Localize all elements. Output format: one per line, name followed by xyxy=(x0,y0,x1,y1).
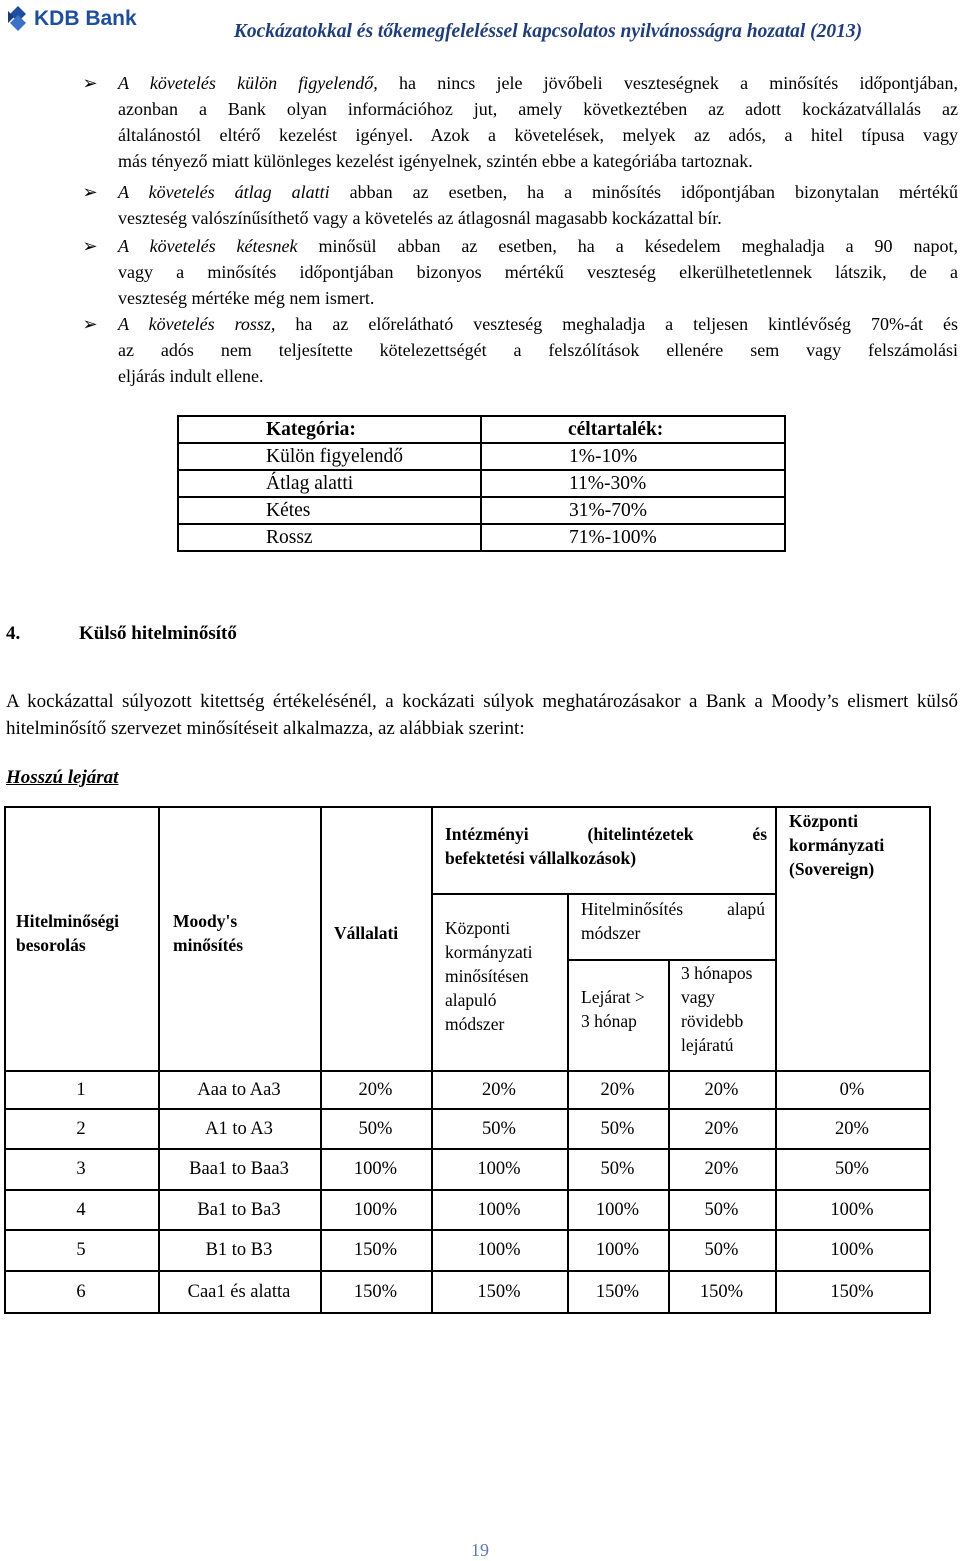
moodys-rating-cell: Baa1 to Baa3 xyxy=(189,1159,289,1179)
risk-weight-cell: 0% xyxy=(839,1080,865,1100)
rating-based-method-header: Hitelminősítés alapú módszer xyxy=(581,899,765,943)
bullet-lead: A követelés kétesnek xyxy=(118,236,298,256)
risk-weight-cell: 100% xyxy=(477,1200,521,1220)
provision-category-table xyxy=(177,415,786,552)
table-row xyxy=(178,470,785,497)
page-number: 19 xyxy=(471,1540,489,1560)
table-cell: 71%-100% xyxy=(481,524,785,551)
table-row xyxy=(178,443,785,470)
arrow-bullet-icon: ➢ xyxy=(82,182,98,202)
institution-header: Intézményi (hitelintézetek és befektetési vállalkozások) xyxy=(445,824,767,868)
risk-weight-cell: 50% xyxy=(704,1200,739,1220)
table-cell: Kétes xyxy=(178,497,481,524)
table-header-cell: céltartalék: xyxy=(481,416,785,443)
bullet-item xyxy=(82,233,958,311)
bullet-text: A követelés külön figyelendő, ha nincs jele jövőbeli veszteségnek a minősítés időpontjában, azonban a Bank olyan információhoz jut, amely következtében az adott kockázatvállalás az általánostól eltérő kezelést igényel. Azok a követelések, melyek az adós, a hitel típusa vagy más tényező miatt különleges kezelést igényelnek, szintén ebbe a kategóriába tartoznak. xyxy=(118,73,958,171)
table-border xyxy=(4,806,931,808)
risk-weight-cell: 50% xyxy=(600,1159,635,1179)
risk-weight-cell: 100% xyxy=(477,1240,521,1260)
section-number: 4. xyxy=(6,623,21,644)
arrow-bullet-icon: ➢ xyxy=(82,314,98,334)
moodys-rating-cell: B1 to B3 xyxy=(205,1240,273,1260)
moodys-rating-cell: Caa1 és alatta xyxy=(187,1282,291,1302)
risk-weight-cell: 50% xyxy=(835,1159,869,1179)
risk-weight-cell: 50% xyxy=(482,1119,516,1139)
risk-weight-cell: 20% xyxy=(482,1080,516,1100)
bullet-text: A követelés átlag alatti abban az esetben, ha a minősítés időpontjában bizonytalan mértékű veszteség valószínűsíthető vagy a követelés az átlagosnál magasabb kockázattal bír. xyxy=(118,182,958,228)
arrow-bullet-icon: ➢ xyxy=(82,73,98,93)
bullet-text: A követelés kétesnek minősül abban az esetben, ha a késedelem meghaladja a 90 napot, vagy a minősítés időpontjában bizonyos mértékű veszteség elkerülhetetlennek látszik, de a veszteség mértéke még nem ismert. xyxy=(118,236,958,308)
section-title: Külső hitelminősítő xyxy=(79,623,237,644)
risk-weight-cell: 50% xyxy=(358,1119,393,1139)
arrow-bullet-icon: ➢ xyxy=(82,236,98,256)
risk-weight-cell: 150% xyxy=(353,1240,398,1260)
bullet-item xyxy=(82,311,958,389)
bullet-text: A követelés rossz, ha az előrelátható veszteség meghaladja a teljesen kintlévőség 70%-át és az adós nem teljesítette kötelezettségét a felszólítások ellenére sem vagy felszámolási eljárás indult ellene. xyxy=(118,314,958,386)
section-paragraph: A kockázattal súlyozott kitettség értékelésénél, a kockázati súlyok meghatározásakor a Bank a Moody’s elismert külső hitelminősítő szervezet minősítéseit alkalmazza, az alábbiak szerint: xyxy=(6,691,958,739)
over-3-months-header: Lejárat > 3 hónap xyxy=(581,987,645,1031)
risk-weight-cell: 100% xyxy=(830,1240,874,1260)
risk-weight-cell: 150% xyxy=(699,1282,744,1302)
risk-weight-cell: 20% xyxy=(835,1119,869,1139)
moodys-rating-cell: A1 to A3 xyxy=(205,1119,273,1139)
bullet-lead: A követelés átlag alatti xyxy=(118,182,330,202)
risk-weight-cell: 20% xyxy=(704,1159,739,1179)
table-cell: 1%-10% xyxy=(481,443,785,470)
sovereign-header: Központi kormányzati (Sovereign) xyxy=(789,811,885,879)
table-border xyxy=(929,806,931,1314)
subheading: Hosszú lejárat xyxy=(6,767,119,788)
table-header-row xyxy=(178,416,785,443)
table-row xyxy=(178,524,785,551)
rating-class-cell: 5 xyxy=(76,1240,86,1260)
table-cell: Rossz xyxy=(178,524,481,551)
risk-weight-cell: 100% xyxy=(353,1159,398,1179)
kdb-bank-logo xyxy=(4,3,154,33)
document-header-title: Kockázatokkal és tőkemegfeleléssel kapcsolatos nyilvánosságra hozatal (2013) xyxy=(233,21,863,42)
risk-weight-cell: 20% xyxy=(704,1080,739,1100)
risk-weight-cell: 20% xyxy=(358,1080,393,1100)
rating-class-cell: 3 xyxy=(76,1159,86,1179)
central-gov-method-header: Központi kormányzati minősítésen alapuló módszer xyxy=(445,918,533,1034)
risk-weight-cell: 20% xyxy=(600,1080,635,1100)
under-3-months-header: 3 hónapos vagy rövidebb lejáratú xyxy=(681,963,753,1055)
bullet-item xyxy=(82,70,958,174)
risk-weight-cell: 150% xyxy=(830,1282,874,1302)
moodys-rating-cell: Ba1 to Ba3 xyxy=(197,1200,281,1220)
rating-class-header: Hitelminőségi besorolás xyxy=(16,911,120,955)
rating-class-cell: 2 xyxy=(76,1119,86,1139)
table-border xyxy=(4,1312,931,1314)
bullet-item xyxy=(82,179,958,231)
logo-graphic xyxy=(4,3,154,33)
corporate-header: Vállalati xyxy=(334,923,399,943)
logo-text: KDB Bank xyxy=(34,7,137,30)
risk-weight-cell: 100% xyxy=(595,1240,640,1260)
risk-weight-cell: 150% xyxy=(353,1282,398,1302)
moodys-rating-header: Moody's minősítés xyxy=(173,911,243,955)
risk-weight-cell: 150% xyxy=(595,1282,640,1302)
table-cell: 11%-30% xyxy=(481,470,785,497)
risk-weight-cell: 100% xyxy=(595,1200,640,1220)
risk-weight-cell: 20% xyxy=(704,1119,739,1139)
rating-class-cell: 4 xyxy=(76,1200,86,1220)
table-row xyxy=(178,497,785,524)
table-header-cell: Kategória: xyxy=(178,416,481,443)
risk-weight-cell: 50% xyxy=(600,1119,635,1139)
bullet-lead: A követelés külön figyelendő, xyxy=(118,73,378,93)
table-border xyxy=(431,893,777,895)
risk-weight-cell: 100% xyxy=(353,1200,398,1220)
risk-weight-cell: 100% xyxy=(477,1159,521,1179)
rating-class-cell: 6 xyxy=(76,1282,86,1302)
rating-class-cell: 1 xyxy=(76,1080,86,1100)
moodys-rating-cell: Aaa to Aa3 xyxy=(197,1080,281,1100)
risk-weight-cell: 100% xyxy=(830,1200,874,1220)
table-cell: Külön figyelendő xyxy=(178,443,481,470)
risk-weight-cell: 150% xyxy=(477,1282,521,1302)
table-cell: Átlag alatti xyxy=(178,470,481,497)
bullet-lead: A követelés rossz, xyxy=(118,314,276,334)
table-cell: 31%-70% xyxy=(481,497,785,524)
risk-weight-cell: 50% xyxy=(704,1240,739,1260)
